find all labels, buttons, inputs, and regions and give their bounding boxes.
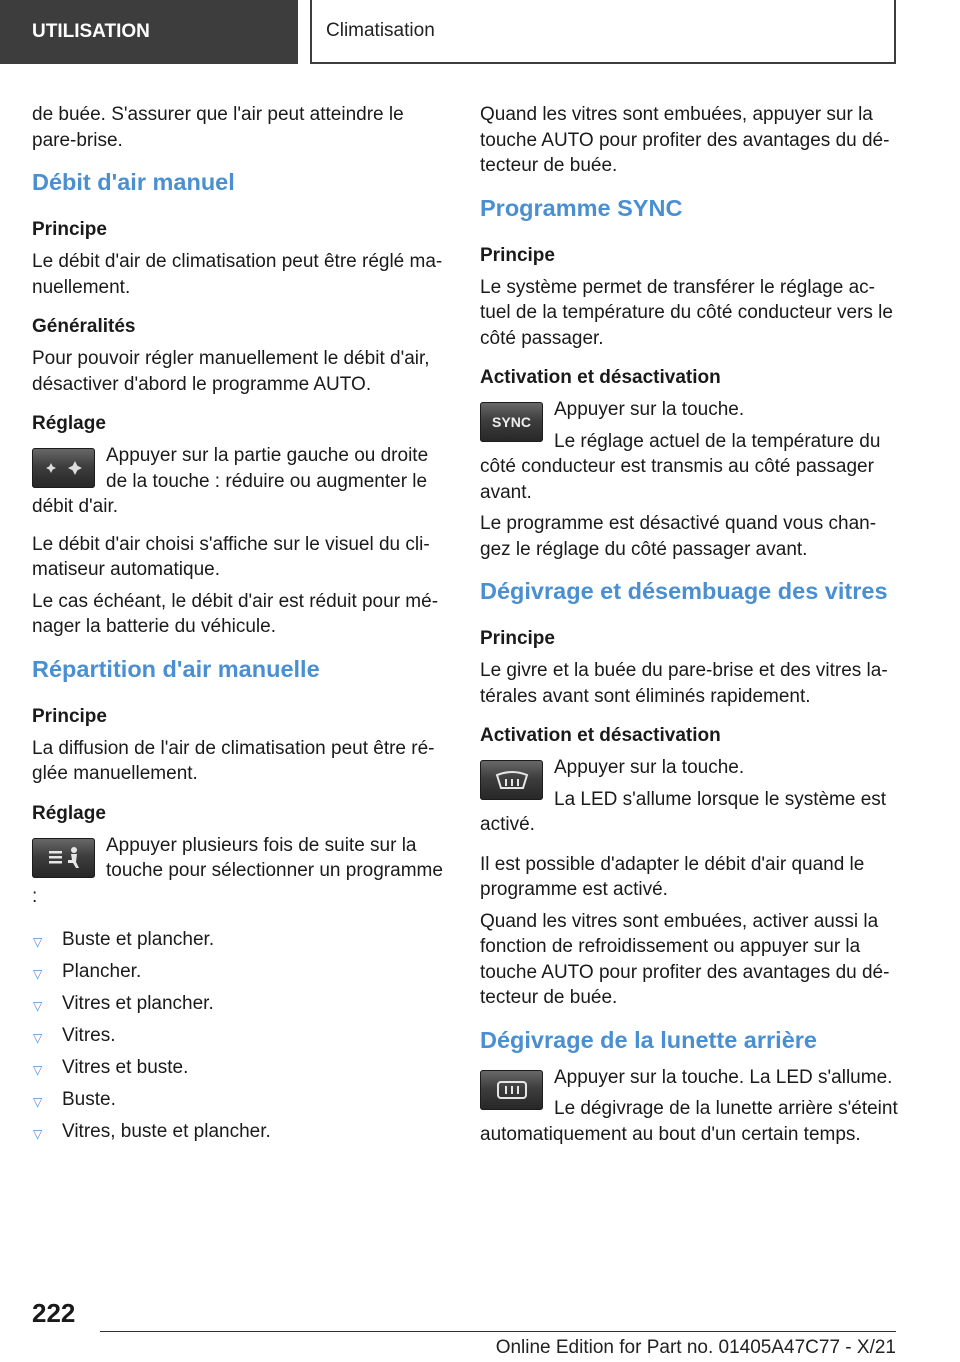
defrost-text-1: Appuyer sur la touche. bbox=[554, 757, 745, 778]
subheading-principe: Principe bbox=[32, 219, 107, 240]
principe-text: Le débit d'air de climatisation peut être réglé manuellement. bbox=[32, 251, 443, 298]
subheading-principe-2: Principe bbox=[32, 705, 107, 727]
display-text: Le débit d'air choisi s'affiche sur le visuel du climatiseur automatique. bbox=[32, 533, 430, 580]
list-item: ▽ Vitres, buste et plancher. bbox=[32, 1119, 450, 1144]
heading-repartition: Répartition d'air manuelle bbox=[32, 655, 320, 682]
list-item: ▽ Plancher. bbox=[32, 959, 450, 984]
list-triangle-icon: ▽ bbox=[33, 999, 43, 1013]
battery-text: Le cas échéant, le débit d'air est réduit pour ménager la batterie du véhicule. bbox=[32, 590, 439, 637]
subheading-generalites: Généralités bbox=[32, 316, 136, 337]
sync-instruction bbox=[480, 397, 898, 505]
defrost-text-3: Il est possible d'adapter le débit d'air quand le programme est activé. bbox=[480, 853, 865, 900]
fan-speed-instruction bbox=[32, 443, 450, 520]
sync-text-3: Le programme est désactivé quand vous changez le réglage du côté passager avant. bbox=[480, 513, 877, 560]
subheading-activation-2: Activation et désactivation bbox=[480, 725, 721, 746]
list-item: ▽ Vitres. bbox=[32, 1023, 450, 1048]
distribution-list bbox=[32, 927, 450, 1144]
subheading-principe-sync: Principe bbox=[480, 244, 555, 266]
list-triangle-icon: ▽ bbox=[33, 1127, 43, 1141]
page-header bbox=[0, 0, 960, 64]
chapter-title: Climatisation bbox=[310, 0, 896, 64]
heading-debit-air-manuel: Débit d'air manuel bbox=[32, 169, 235, 195]
intro-auto-text: Quand les vitres sont embuées, appuyer sur la touche AUTO pour profiter des avantages du détecteur de buée. bbox=[480, 104, 890, 176]
list-triangle-icon: ▽ bbox=[33, 1095, 43, 1109]
sync-text-1: Appuyer sur la touche. bbox=[554, 399, 745, 420]
heading-degivrage: Dégivrage et désembuage des vitres bbox=[480, 578, 888, 604]
generalites-text: Pour pouvoir régler manuellement le débit d'air, désactiver d'abord le programme AUTO. bbox=[32, 348, 430, 395]
footer-divider bbox=[100, 1331, 896, 1332]
section-title: UTILISATION bbox=[0, 0, 298, 64]
fan-speed-icon bbox=[32, 448, 95, 488]
subheading-reglage: Réglage bbox=[32, 413, 106, 434]
sync-text-2: Le réglage actuel de la température du côté conducteur est transmis au côté passager avant. bbox=[480, 430, 881, 503]
rear-window-defrost-icon bbox=[480, 1070, 543, 1110]
subheading-principe-degivrage: Principe bbox=[480, 628, 555, 649]
air-distribution-instruction bbox=[32, 833, 450, 910]
list-triangle-icon: ▽ bbox=[33, 935, 43, 949]
heading-lunette-arriere: Dégivrage de la lunette arrière bbox=[480, 1026, 817, 1053]
footer-edition: Online Edition for Part no. 01405A47C77 - X/21 bbox=[495, 1337, 896, 1358]
left-column bbox=[32, 102, 450, 1151]
rear-text-1: Appuyer sur la touche. La LED s'allume. bbox=[554, 1066, 893, 1088]
list-item: ▽ Buste. bbox=[32, 1087, 450, 1112]
principe-degivrage-text: Le givre et la buée du pare-brise et des vitres latérales avant sont éliminés rapidement. bbox=[480, 660, 888, 707]
rear-defrost-instruction bbox=[480, 1065, 898, 1148]
principe-sync-text: Le système permet de transférer le réglage actuel de la température du côté conducteur vers le côté passager. bbox=[480, 276, 893, 349]
list-triangle-icon: ▽ bbox=[33, 967, 43, 981]
intro-text: de buée. S'assurer que l'air peut atteindre le pare-brise. bbox=[32, 104, 404, 151]
list-item: ▽ Buste et plancher. bbox=[32, 927, 450, 952]
rear-text-2: Le dégivrage de la lunette arrière s'éteint automatiquement au bout d'un certain temps. bbox=[480, 1098, 898, 1145]
right-column bbox=[480, 102, 898, 1147]
list-item: ▽ Vitres et buste. bbox=[32, 1055, 450, 1080]
reglage-2-text: Appuyer plusieurs fois de suite sur la touche pour sélectionner un programme : bbox=[32, 834, 443, 907]
reglage-text: Appuyer sur la partie gauche ou droite de la touche : réduire ou augmenter le débit d'air. bbox=[32, 445, 429, 517]
defrost-text-2: La LED s'allume lorsque le système est activé. bbox=[480, 788, 887, 835]
subheading-reglage-2: Réglage bbox=[32, 802, 106, 824]
subheading-activation: Activation et désactivation bbox=[480, 367, 721, 388]
page-number: 222 bbox=[32, 1298, 76, 1328]
defrost-instruction bbox=[480, 755, 898, 838]
principe-2-text: La diffusion de l'air de climatisation peut être réglée manuellement. bbox=[32, 737, 435, 784]
list-item: ▽ Vitres et plancher. bbox=[32, 991, 450, 1016]
defrost-text-4: Quand les vitres sont embuées, activer aussi la fonction de refroidissement ou appuyer sur la touche AUTO pour profiter des avantages du détecteur de buée. bbox=[480, 910, 890, 1008]
heading-programme-sync: Programme SYNC bbox=[480, 194, 683, 221]
list-triangle-icon: ▽ bbox=[33, 1063, 43, 1077]
sync-key: SYNC bbox=[480, 402, 543, 442]
windshield-defrost-icon bbox=[480, 760, 543, 800]
air-distribution-icon bbox=[32, 838, 95, 878]
list-triangle-icon: ▽ bbox=[33, 1031, 43, 1045]
